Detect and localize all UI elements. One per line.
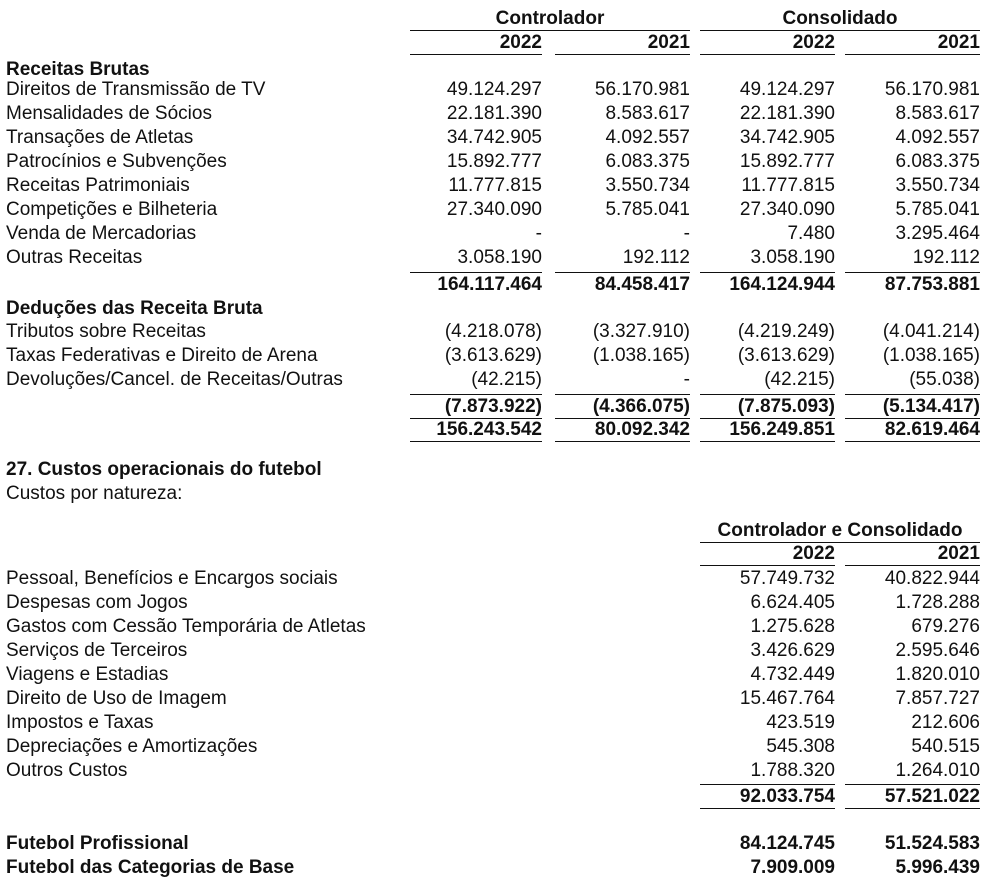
cost-row-value: 1.264.010 <box>895 760 980 781</box>
cost-row-value: 1.728.288 <box>895 592 980 613</box>
footer-row-value: 7.909.009 <box>750 857 835 878</box>
deducao-row-value: (3.613.629) <box>444 345 542 366</box>
receita-row-value: 11.777.815 <box>741 175 835 196</box>
deducao-row-value: (3.613.629) <box>737 345 835 366</box>
receita-row-label: Transações de Atletas <box>6 127 194 148</box>
deducao-row-value: (55.038) <box>909 369 980 390</box>
year-header: 2021 <box>937 543 980 564</box>
cost-row-value: 3.426.629 <box>750 640 835 661</box>
receita-row-value: 49.124.297 <box>446 79 542 100</box>
receitas-total-value: 164.124.944 <box>729 274 835 295</box>
receita-row-value: 4.092.557 <box>895 127 980 148</box>
cost-row-label: Gastos com Cessão Temporária de Atletas <box>6 616 366 637</box>
footer-row-label: Futebol das Categorias de Base <box>6 857 295 878</box>
year-header: 2022 <box>792 32 835 53</box>
receita-row-label: Competições e Bilheteria <box>6 199 218 220</box>
receita-row-value: 22.181.390 <box>446 103 542 124</box>
receita-row-value: - <box>683 223 690 244</box>
footer-row-value: 84.124.745 <box>739 833 835 854</box>
receita-row-value: 49.124.297 <box>739 79 835 100</box>
cost-row-value: 540.515 <box>911 736 980 757</box>
receita-row-value: 15.892.777 <box>739 151 835 172</box>
costs-total-value: 57.521.022 <box>884 786 980 807</box>
cost-row-label: Depreciações e Amortizações <box>6 736 258 757</box>
receita-row-value: - <box>535 223 542 244</box>
receitas-total-value: 87.753.881 <box>884 274 980 295</box>
receita-row-value: 6.083.375 <box>895 151 980 172</box>
receita-row-value: 3.058.190 <box>457 247 542 268</box>
receita-row-value: 3.550.734 <box>895 175 980 196</box>
net-total-value: 82.619.464 <box>884 419 980 440</box>
receitas-total-value: 164.117.464 <box>437 274 542 295</box>
deducao-row-label: Tributos sobre Receitas <box>6 321 206 342</box>
receita-row-value: 8.583.617 <box>895 103 980 124</box>
group-header-controlador: Controlador <box>495 8 605 29</box>
footer-row-value: 51.524.583 <box>884 833 980 854</box>
deducao-row-value: (3.327.910) <box>592 321 690 342</box>
deducoes-total-value: (7.873.922) <box>444 396 542 417</box>
cost-row-value: 1.820.010 <box>895 664 980 685</box>
deducoes-total-value: (4.366.075) <box>592 396 690 417</box>
cost-row-label: Viagens e Estadias <box>6 664 169 685</box>
deducao-row-value: (1.038.165) <box>592 345 690 366</box>
receita-row-label: Direitos de Transmissão de TV <box>6 79 266 100</box>
cost-row-label: Direito de Uso de Imagem <box>6 688 227 709</box>
deducao-row-value: (42.215) <box>471 369 542 390</box>
section-subheading: Custos por natureza: <box>6 483 183 504</box>
section-title-deducoes: Deduções das Receita Bruta <box>6 298 263 319</box>
receita-row-value: 4.092.557 <box>605 127 690 148</box>
cost-row-value: 423.519 <box>766 712 835 733</box>
cost-row-value: 7.857.727 <box>895 688 980 709</box>
section-heading: 27. Custos operacionais do futebol <box>6 459 322 480</box>
deducao-row-value: (42.215) <box>764 369 835 390</box>
net-total-value: 156.243.542 <box>436 419 542 440</box>
group-header-consolidado: Consolidado <box>782 8 898 29</box>
cost-row-value: 2.595.646 <box>895 640 980 661</box>
year-header: 2022 <box>499 32 542 53</box>
deducoes-total-value: (5.134.417) <box>882 396 980 417</box>
receita-row-value: 27.340.090 <box>739 199 835 220</box>
receita-row-value: 15.892.777 <box>446 151 542 172</box>
cost-row-value: 545.308 <box>766 736 835 757</box>
footer-row-label: Futebol Profissional <box>6 833 189 854</box>
receita-row-value: 22.181.390 <box>739 103 835 124</box>
cost-row-label: Pessoal, Benefícios e Encargos sociais <box>6 568 338 589</box>
cost-row-value: 1.788.320 <box>750 760 835 781</box>
group-header-controlador-consolidado: Controlador e Consolidado <box>717 520 963 541</box>
cost-row-label: Outros Custos <box>6 760 128 781</box>
deducao-row-label: Taxas Federativas e Direito de Arena <box>6 345 318 366</box>
receita-row-value: 7.480 <box>787 223 835 244</box>
receita-row-label: Venda de Mercadorias <box>6 223 197 244</box>
receita-row-value: 5.785.041 <box>605 199 690 220</box>
receita-row-value: 8.583.617 <box>605 103 690 124</box>
cost-row-value: 6.624.405 <box>750 592 835 613</box>
cost-row-value: 40.822.944 <box>884 568 980 589</box>
section-title-receitas: Receitas Brutas <box>6 59 150 80</box>
receita-row-value: 3.295.464 <box>895 223 980 244</box>
receita-row-value: 56.170.981 <box>884 79 980 100</box>
deducao-row-value: - <box>683 369 690 390</box>
deducao-row-value: (4.219.249) <box>737 321 835 342</box>
cost-row-value: 4.732.449 <box>750 664 835 685</box>
receita-row-value: 192.112 <box>912 247 980 268</box>
cost-row-value: 679.276 <box>911 616 980 637</box>
cost-row-label: Serviços de Terceiros <box>6 640 188 661</box>
receita-row-value: 3.058.190 <box>750 247 835 268</box>
receita-row-label: Receitas Patrimoniais <box>6 175 190 196</box>
receita-row-value: 192.112 <box>622 247 690 268</box>
deducao-row-value: (1.038.165) <box>882 345 980 366</box>
cost-row-value: 15.467.764 <box>739 688 835 709</box>
cost-row-label: Despesas com Jogos <box>6 592 188 613</box>
costs-total-value: 92.033.754 <box>739 786 835 807</box>
receita-row-label: Outras Receitas <box>6 247 143 268</box>
cost-row-value: 57.749.732 <box>739 568 835 589</box>
receita-row-value: 11.777.815 <box>448 175 542 196</box>
year-header: 2021 <box>937 32 980 53</box>
receita-row-value: 56.170.981 <box>594 79 690 100</box>
cost-row-value: 212.606 <box>911 712 980 733</box>
deducao-row-value: (4.218.078) <box>444 321 542 342</box>
deducoes-total-value: (7.875.093) <box>737 396 835 417</box>
receita-row-value: 34.742.905 <box>739 127 835 148</box>
net-total-value: 80.092.342 <box>594 419 690 440</box>
deducao-row-value: (4.041.214) <box>882 321 980 342</box>
year-header: 2021 <box>647 32 690 53</box>
receita-row-value: 27.340.090 <box>446 199 542 220</box>
receita-row-value: 6.083.375 <box>605 151 690 172</box>
deducao-row-label: Devoluções/Cancel. de Receitas/Outras <box>6 369 343 390</box>
net-total-value: 156.249.851 <box>729 419 835 440</box>
receita-row-label: Patrocínios e Subvenções <box>6 151 227 172</box>
receitas-total-value: 84.458.417 <box>594 274 690 295</box>
footer-row-value: 5.996.439 <box>895 857 980 878</box>
receita-row-label: Mensalidades de Sócios <box>6 103 212 124</box>
receita-row-value: 3.550.734 <box>605 175 690 196</box>
receita-row-value: 34.742.905 <box>446 127 542 148</box>
year-header: 2022 <box>792 543 835 564</box>
receita-row-value: 5.785.041 <box>895 199 980 220</box>
cost-row-value: 1.275.628 <box>750 616 835 637</box>
cost-row-label: Impostos e Taxas <box>6 712 154 733</box>
